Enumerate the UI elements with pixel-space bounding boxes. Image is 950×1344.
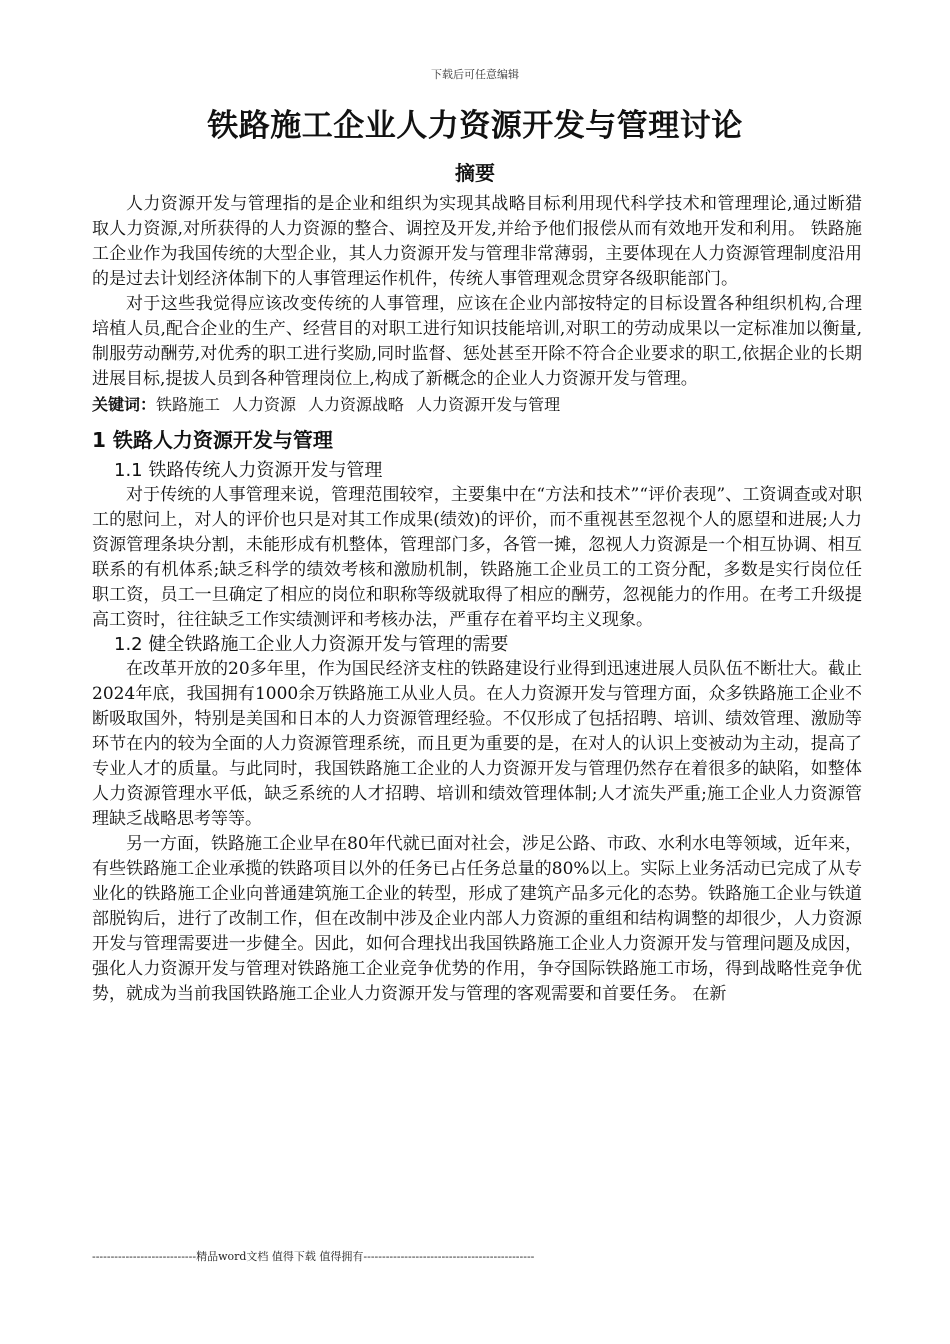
section-1-1-heading: 1.1 铁路传统人力资源开发与管理: [114, 460, 383, 481]
abstract-heading: 摘要: [455, 161, 495, 185]
section-1-2-heading: 1.2 健全铁路施工企业人力资源开发与管理的需要: [114, 634, 509, 655]
abstract-paragraph-2: 对于这些我觉得应该改变传统的人事管理，应该在企业内部按特定的目标设置各种组织机构,合理培植人员,配合企业的生产、经营目的对职工进行知识技能培训,对职工的劳动成果以一定标准加以衡量,制服劳动酬劳,对优秀的职工进行奖励,同时监督、惩处甚至开除不符合企业要求的职工,依据企业的长期进展目标,提拔人员到各种管理岗位上,构成了新概念的企业人力资源开发与管理。: [92, 294, 862, 389]
document-title: 铁路施工企业人力资源开发与管理讨论: [207, 108, 743, 144]
keyword-item: 人力资源战略: [308, 395, 405, 414]
section-1-2-paragraph-2: 另一方面，铁路施工企业早在80年代就已面对社会，涉足公路、市政、水利水电等领域，近年来，有些铁路施工企业承揽的铁路项目以外的任务已占任务总量的80%以上。实际上业务活动已完成了从专业化的铁路施工企业向普通建筑施工企业的转型，形成了建筑产品多元化的态势。铁路施工企业与铁道部脱钩后，进行了改制工作，但在改制中涉及企业内部人力资源的重组和结构调整的却很少，人力资源开发与管理需要进一步健全。因此，如何合理找出我国铁路施工企业人力资源开发与管理问题及成因，强化人力资源开发与管理对铁路施工企业竞争优势的作用，争夺国际铁路施工市场，得到战略性竞争优势，就成为当前我国铁路施工企业人力资源开发与管理的客观需要和首要任务。 在新: [92, 834, 862, 1004]
footer-note: ----------------------------精品word文档 值得下载 值得拥有----------------------------------------------: [92, 1250, 535, 1263]
section-1-1-paragraph: 对于传统的人事管理来说，管理范围较窄，主要集中在“方法和技术”“评价表现”、工资调查或对职工的慰问上，对人的评价也只是对其工作成果(绩效)的评价，而不重视甚至忽视个人的愿望和进展;人力资源管理条块分割，未能形成有机整体，管理部门多，各管一摊，忽视人力资源是一个相互协调、相互联系的有机体系;缺乏科学的绩效考核和激励机制，铁路施工企业员工的工资分配，多数是实行岗位任职工资，员工一旦确定了相应的岗位和职称等级就取得了相应的酬劳，忽视能力的作用。在考工升级提高工资时，往往缺乏工作实绩测评和考核办法，严重存在着平均主义现象。: [92, 485, 862, 630]
keywords-line: [92, 392, 862, 417]
keywords-label: 关键词：: [92, 395, 157, 414]
section-1-2-paragraph-1: 在改革开放的20多年里，作为国民经济支柱的铁路建设行业得到迅速进展人员队伍不断壮大。截止2024年底，我国拥有1000余万铁路施工从业人员。在人力资源开发与管理方面，众多铁路施工企业不断吸取国外，特别是美国和日本的人力资源管理经验。不仅形成了包括招聘、培训、绩效管理、激励等环节在内的较为全面的人力资源管理系统，而且更为重要的是，在对人的认识上变被动为主动，提高了专业人才的质量。与此同时，我国铁路施工企业的人力资源开发与管理仍然存在着很多的缺陷，如整体人力资源管理水平低，缺乏系统的人才招聘、培训和绩效管理体制;人才流失严重;施工企业人力资源管理缺乏战略思考等等。: [92, 659, 862, 829]
abstract-paragraph-1: 人力资源开发与管理指的是企业和组织为实现其战略目标利用现代科学技术和管理理论,通过断猎取人力资源,对所获得的人力资源的整合、调控及开发,并给予他们报偿从而有效地开发和利用。 铁路施工企业作为我国传统的大型企业，其人力资源开发与管理非常薄弱，主要体现在人力资源管理制度沿用的是过去计划经济体制下的人事管理运作机件，传统人事管理观念贯穿各级职能部门。: [92, 194, 862, 289]
keyword-item: 人力资源开发与管理: [416, 395, 561, 414]
keyword-item: 铁路施工: [156, 395, 221, 414]
section-1-heading: 1 铁路人力资源开发与管理: [92, 428, 333, 452]
document-body: [92, 192, 862, 1007]
header-note: 下载后可任意编辑: [431, 68, 519, 81]
keyword-item: 人力资源: [232, 395, 297, 414]
